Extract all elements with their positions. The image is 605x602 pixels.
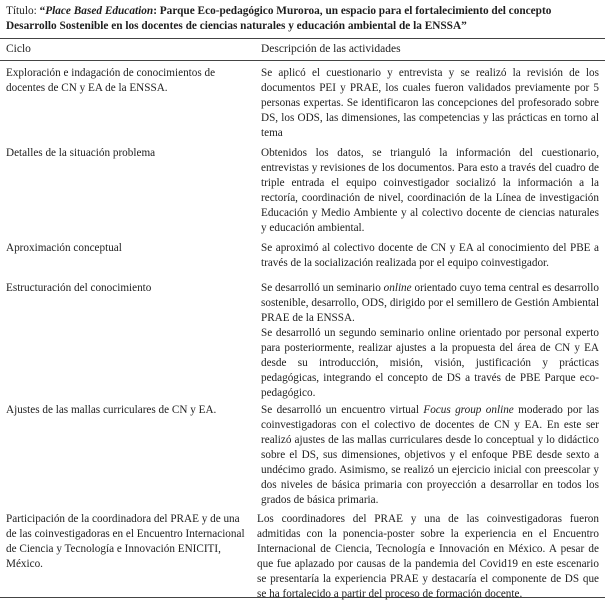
top-rule: [0, 38, 605, 39]
desc-italic: online: [383, 282, 412, 294]
row-ciclo: Estructuración del conocimiento: [6, 282, 152, 294]
title-line2: Desarrollo Sostenible en los docentes de ciencias naturales y educación ambiental de la ENSSA”: [6, 20, 467, 32]
title-italic: Place Based Education: [45, 5, 154, 17]
row-description-part-b: Se desarrolló un segundo seminario online orientado por personal experto para posteriormente, realizar ajustes a la propuesta del área de CN y EA desde su introducción, misión, visión, justificación y prácticas pedagógicas, integrando el concepto de DS a través de PBE Parque eco-pedagógico.: [261, 327, 599, 399]
row-description: Se aproximó al colectivo docente de CN y EA al conocimiento del PBE a través de la socialización realizada por el equipo coinvestigador.: [261, 242, 599, 269]
table-title: [0, 0, 605, 38]
row-ciclo: Participación de la coordinadora del PRAE y de una de las coinvestigadoras en el Encuentro Internacional de Ciencia y Tecnología e Innovación ENICITI, México.: [6, 513, 245, 570]
desc-text: moderado por las coinvestigadoras con el colectivo de docentes de CN y EA. En este ser realizó ajustes de las mallas curriculares desde lo conceptual y lo didáctico sobre el DS, sus dimensiones, objetivos y el enfoque PBE desde sexto a undécimo grado. Asimismo, se realizó un ejercicio inicial con preescolar y dos niveles de básica primaria con proyección a desarrollar en todos los grados de básica primaria.: [261, 404, 600, 506]
row-ciclo: Aproximación conceptual: [6, 242, 122, 254]
desc-text: Se desarrolló un encuentro virtual: [261, 404, 424, 416]
row-description: [261, 281, 599, 401]
row-ciclo: Exploración e indagación de conocimientos de docentes de CN y EA de la ENSSA.: [6, 67, 216, 94]
row-description-part-a: [261, 281, 599, 326]
header-descripcion: Descripción de las actividades: [261, 43, 401, 55]
row-description: Se aplicó el cuestionario y entrevista y se realizó la revisión de los documentos PEI y PRAE, los cuales fueron validados previamente por 5 personas expertas. Se identificaron las concepciones del profesorado sobre DS, los ODS, las dimensiones, las competencias y las prácticas en torno al tema: [261, 67, 599, 139]
desc-italic: Focus group online: [423, 404, 514, 416]
row-ciclo: Ajustes de las mallas curriculares de CN y EA.: [6, 404, 217, 416]
title-open-quote: “: [39, 5, 46, 17]
header-ciclo: Ciclo: [6, 43, 31, 55]
title-prefix: Título:: [6, 5, 40, 17]
desc-text: orientado cuyo tema central es desarrollo sostenible, desarrollo, ODS, dirigido por el semillero de Gestión Ambiental PRAE de la ENSSA.: [261, 282, 599, 324]
bottom-rule: [0, 597, 605, 598]
row-description: Los coordinadores del PRAE y una de las coinvestigadoras fueron admitidas con la ponencia-poster sobre la experiencia en el Encuentro Internacional de Ciencia, Tecnología e Innovación en México. A pesar de que fue aplazado por causas de la pandemia del Covid19 en este escenario se presentaría la experiencia PRAE y destacaría el componente de DS que se ha fortalecido a partir del proceso de formación docente.: [257, 513, 599, 600]
title-rest: : Parque Eco-pedagógico Muroroa, un espacio para el fortalecimiento del concepto: [153, 5, 552, 17]
desc-text: Se desarrolló un seminario: [261, 282, 384, 294]
row-description: Obtenidos los datos, se trianguló la información del cuestionario, entrevistas y revisiones de los documentos. Para esto a través del cuadro de triple entrada el equipo coinvestigador socializó la información a la rectoría, coordinación de nivel, coordinación de la Línea de investigación Educación y Medio Ambiente y al colectivo docente de ciencias naturales y educación ambiental.: [261, 147, 599, 234]
header-rule: [0, 60, 605, 61]
row-description: [261, 403, 599, 508]
row-ciclo: Detalles de la situación problema: [6, 147, 156, 159]
